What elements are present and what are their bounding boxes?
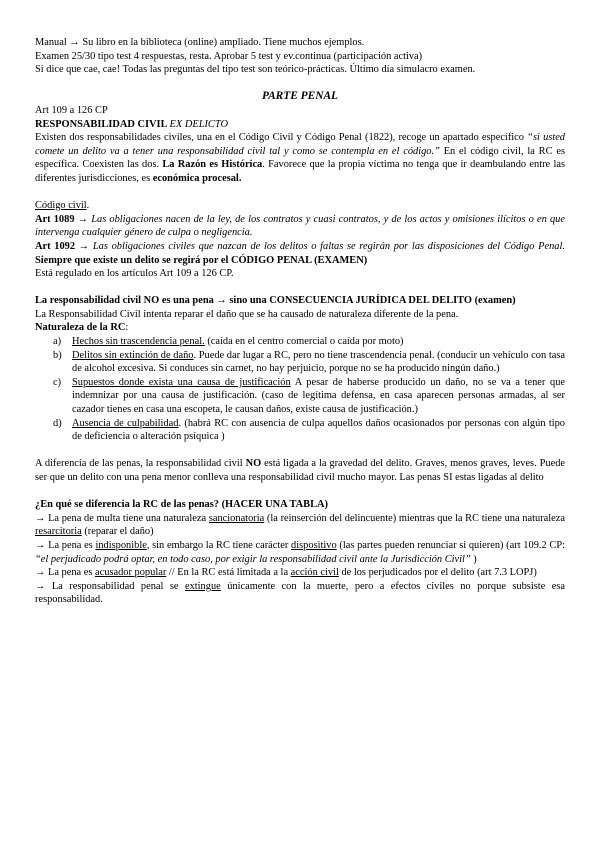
- text: . Favorece que la propia víctima no tenga que ir deambulando entre las diferentes jurisdicciones, es: [35, 159, 565, 184]
- text: Existen dos responsabilidades civiles, una en el Código Civil y Código Penal (1822), recoge un apartado específico: [35, 132, 528, 144]
- text: A diferencia de las penas, la responsabilidad civil: [35, 458, 246, 470]
- item-text: A pesar de haberse producido un daño, no se va a tener que indemnizar por una causa de justificación. (caso de legítima defensa, en casa aparecen personas armadas, al ser cazador tienes en casa una escopeta, le causan daños, existe causa de justificación.): [72, 376, 565, 416]
- spacer: [35, 281, 565, 295]
- repara-line: La Responsabilidad Civil intenta reparar el daño que se ha causado de naturaleza diferente de la pena.: [35, 308, 459, 320]
- emphasis: La Razón es Histórica: [162, 159, 263, 171]
- list-marker: a): [53, 336, 62, 348]
- text: → La pena es: [35, 567, 96, 579]
- key-term: sancionatoria: [208, 512, 265, 524]
- item-text: . Puede dar lugar a RC, pero no tiene trascendencia penal. (conducir un vehículo con tasa de alcohol excesiva. Si conduces sin carnet, no hay perjuicio, porque no se ha producido ningún daño.): [72, 349, 565, 375]
- arrow: →: [75, 240, 93, 252]
- arrow: →: [74, 213, 92, 225]
- question-heading: ¿En qué se diferencia la RC de las penas? (HACER UNA TABLA): [35, 499, 328, 511]
- regulado-line: Está regulado en los artículos Art 109 a 126 CP.: [35, 268, 234, 280]
- articles-range: Art 109 a 126 CP: [35, 104, 108, 116]
- intro-line: Manual → Su libro en la biblioteca (online) ampliado. Tiene muchos ejemplos.: [35, 37, 365, 48]
- key-term: indisponible: [95, 539, 147, 551]
- section-heading: PARTE PENAL: [261, 90, 339, 103]
- list-marker: d): [53, 417, 62, 429]
- list-item: [35, 349, 565, 376]
- intro-line: Si dice que cae, cae! Todas las preguntas del tipo test son teórico-prácticas. Último día simulacro examen.: [35, 64, 476, 76]
- text: :: [125, 322, 129, 334]
- text: (las partes pueden renunciar si quieren) (art 109.2 CP:: [336, 539, 565, 551]
- difference-item: [35, 580, 565, 607]
- rc-title-bold: RESPONSABILIDAD CIVIL: [35, 118, 170, 130]
- item-title: Ausencia de culpabilidad: [72, 417, 179, 429]
- text: (reparar el daño): [81, 526, 154, 538]
- article-label: Art 1089: [35, 213, 75, 225]
- item-title: Delitos sin extinción de daño: [72, 349, 194, 361]
- rc-title-italic: EX DELICTO: [169, 118, 228, 130]
- naturaleza-heading: [35, 321, 565, 335]
- emphasis: Siempre que existe un delito se regirá por el CÓDIGO PENAL (EXAMEN): [35, 254, 368, 266]
- art-1089: [35, 213, 565, 240]
- list-item: [35, 417, 565, 444]
- list-item: [35, 335, 565, 349]
- article-text: Las obligaciones civiles que nazcan de los delitos o faltas se regirán por las disposiciones del Código Penal.: [92, 240, 565, 252]
- intro-line: Examen 25/30 tipo test 4 respuestas, resta. Aprobar 5 test y ev.continua (participación activa): [35, 50, 423, 62]
- rc-title: [35, 118, 565, 132]
- text: , sin embargo la RC tiene carácter: [146, 539, 292, 551]
- document-page: [35, 36, 565, 607]
- list-item: [35, 376, 565, 417]
- spacer: [35, 77, 565, 91]
- art-1092: [35, 240, 565, 267]
- naturaleza-bold: Naturaleza de la RC: [35, 322, 126, 334]
- spacer: [35, 485, 565, 499]
- key-term: dispositivo: [291, 539, 337, 551]
- text: únicamente con la muerte, pero a efectos civiles no porque subsiste esa responsabilidad.: [35, 580, 565, 606]
- item-text: (caída en el centro comercial o caída por moto): [204, 336, 404, 348]
- key-term: resarcitoria: [35, 526, 82, 538]
- item-text: . (habrá RC con ausencia de culpa aquellos daños ocasionados por personas con algún tipo de deficiencia o alteración psíquica ): [72, 417, 565, 443]
- rc-paragraph: [35, 131, 565, 185]
- article-text: Las obligaciones nacen de la ley, de los contratos y cuasi contratos, y de los actos y omisiones ilícitos o en que intervenga cualquier género de culpa o negligencia.: [35, 213, 565, 239]
- key-term: acusador popular: [95, 567, 167, 579]
- item-title: Supuestos donde exista una causa de justificación: [72, 376, 291, 388]
- emphasis: NO: [245, 458, 262, 470]
- text: → La responsabilidad penal se: [35, 580, 185, 592]
- list-marker: c): [53, 376, 62, 388]
- no-pena-heading: La responsabilidad civil NO es una pena → sino una CONSECUENCIA JURÍDICA DEL DELITO (examen): [35, 295, 516, 307]
- codigo-civil-heading: Código civil.: [35, 200, 90, 212]
- spacer: [35, 186, 565, 200]
- text: // En la RC está limitada a la: [166, 567, 291, 579]
- article-label: Art 1092: [35, 240, 76, 252]
- difference-item: [35, 512, 565, 539]
- emphasis: económica procesal.: [152, 172, 242, 184]
- text: está ligada a la gravedad del delito. Graves, menos graves, leves. Puede ser que un delito con una pena menor conlleva una responsabilidad civil mucho mayor. Las penas SI estas ligadas al delito: [35, 458, 565, 483]
- item-title: Hechos sin trascendencia penal.: [72, 336, 205, 348]
- text: → La pena es: [35, 539, 96, 551]
- codigo-civil-label: Código civil: [35, 200, 87, 212]
- quote: “si usted comete un delito va a tener una responsabilidad civil tal y como se contempla en el código.”: [35, 132, 565, 157]
- key-term: extingue: [184, 580, 221, 592]
- difference-item: [35, 539, 565, 566]
- key-term: acción civil: [290, 567, 339, 579]
- text: → La pena de multa tiene una naturaleza: [35, 512, 209, 524]
- text: de los perjudicados por el delito (art 7.3 LOPJ): [338, 567, 537, 579]
- list-marker: b): [53, 349, 62, 361]
- difference-item: [35, 566, 565, 580]
- text: En el código civil, la RC es específica. Coexisten las dos.: [35, 145, 565, 171]
- naturaleza-list: [35, 335, 565, 444]
- text: (la reinserción del delincuente) mientras que la RC tiene una naturaleza: [264, 512, 565, 524]
- spacer: [35, 444, 565, 458]
- quote: “el perjudicado podrá optar, en todo caso, por exigir la responsabilidad civil ante la Jurisdicción Civil”: [35, 553, 471, 565]
- text: ): [470, 553, 477, 565]
- diferencia-paragraph: [35, 457, 565, 484]
